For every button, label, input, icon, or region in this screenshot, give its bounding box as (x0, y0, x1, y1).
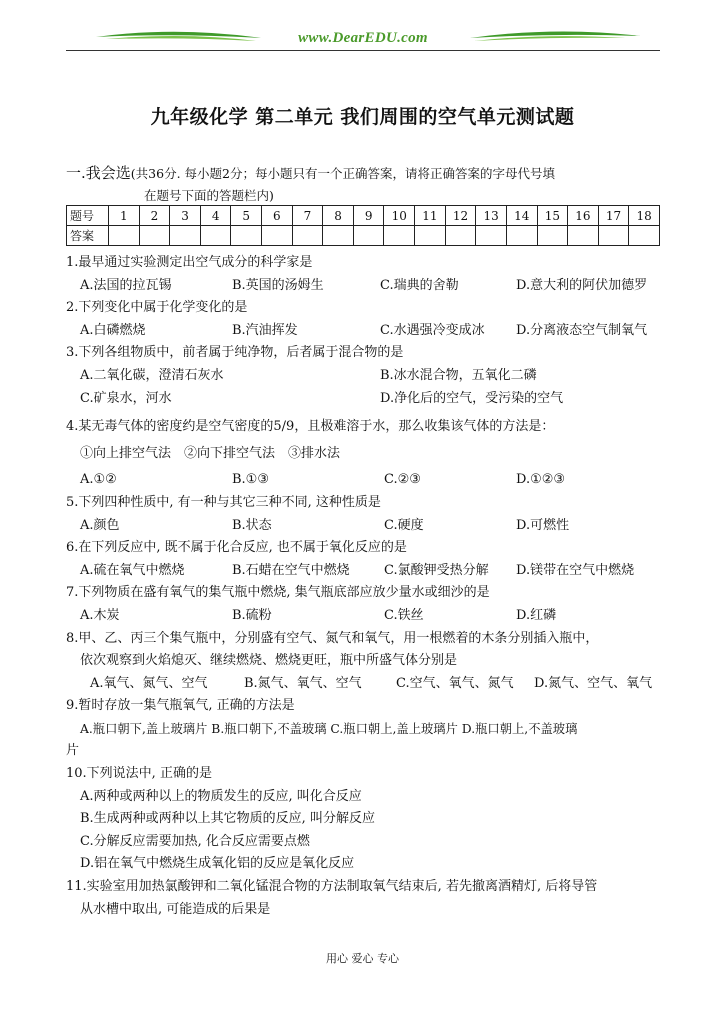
option-row (66, 365, 666, 388)
option-d: D.氮气、空气、氧气 (534, 675, 653, 691)
row-label-answer: 答案 (67, 226, 109, 246)
answer-cell[interactable] (384, 226, 415, 246)
question-number-cell: 7 (292, 206, 323, 226)
option-b: B.生成两种或两种以上其它物质的反应, 叫分解反应 (80, 811, 375, 827)
option-d: D.镁带在空气中燃烧 (516, 562, 635, 578)
answer-cell[interactable] (476, 226, 507, 246)
option-a: A.颜色 (80, 517, 120, 533)
answer-cell[interactable] (323, 226, 354, 246)
question-number-cell: 10 (384, 206, 415, 226)
section-title: 一.我会选 (66, 164, 131, 182)
answer-cell[interactable] (506, 226, 537, 246)
question-number-cell: 5 (231, 206, 262, 226)
question-stem: 6.在下列反应中, 既不属于化合反应, 也不属于氧化反应的是 (66, 540, 407, 556)
question-number-cell: 11 (415, 206, 446, 226)
answer-cell[interactable] (537, 226, 568, 246)
option-row (66, 469, 666, 492)
option-row (66, 560, 666, 583)
answer-cell[interactable] (231, 226, 262, 246)
question-stem-continued: 依次观察到火焰熄灭、继续燃烧、燃烧更旺，瓶中所盛气体分别是 (80, 653, 458, 669)
option-row (66, 718, 666, 741)
option-row (66, 515, 666, 538)
question-stem: 7.下列物质在盛有氧气的集气瓶中燃烧, 集气瓶底部应放少量水或细沙的是 (66, 585, 490, 601)
site-header (66, 24, 660, 54)
option-row (66, 673, 666, 696)
header-rule (66, 50, 660, 51)
option-a: A.白磷燃烧 (80, 322, 146, 338)
option-c: C.硬度 (384, 517, 424, 533)
question-stem: 1.最早通过实验测定出空气成分的科学家是 (66, 255, 313, 270)
option-list: A.瓶口朝下,盖上玻璃片 B.瓶口朝下,不盖玻璃 C.瓶口朝上,盖上玻璃片 D.瓶口朝上,不盖玻璃 (80, 721, 578, 736)
option-d: D.红磷 (516, 607, 557, 623)
option-row (66, 275, 666, 298)
question-number-cell: 14 (506, 206, 537, 226)
answer-cell[interactable] (262, 226, 293, 246)
option-d: D.分离液态空气制氧气 (516, 322, 648, 338)
question-stem: 5.下列四种性质中, 有一种与其它三种不同, 这种性质是 (66, 494, 381, 510)
question-number-cell: 2 (139, 206, 170, 226)
method-list: ①向上排空气法 ②向下排空气法 ③排水法 (80, 445, 341, 461)
option-wrap: 片 (66, 743, 80, 759)
section-note-line1: (共36分. 每小题2分；每小题只有一个正确答案，请将正确答案的字母代号填 (130, 166, 555, 181)
option-d: D.净化后的空气，受污染的空气 (380, 390, 564, 406)
option-b: B.冰水混合物，五氧化二磷 (380, 367, 537, 383)
question-number-cell: 4 (200, 206, 231, 226)
question-number-cell: 18 (629, 206, 660, 226)
question-number-cell: 16 (568, 206, 599, 226)
answer-table (66, 205, 660, 246)
option-a: A.①② (80, 472, 117, 488)
row-label-number: 题号 (67, 206, 109, 226)
option-c: C.氯酸钾受热分解 (384, 562, 489, 578)
option-d: D.①②③ (516, 472, 566, 488)
answer-cell[interactable] (292, 226, 323, 246)
question-number-cell: 17 (598, 206, 629, 226)
option-d: D.铝在氧气中燃烧生成氧化铝的反应是氧化反应 (80, 856, 355, 872)
option-c: C.水遇强冷变成冰 (380, 322, 485, 338)
question-stem: 2.下列变化中属于化学变化的是 (66, 300, 248, 316)
answer-cell[interactable] (200, 226, 231, 246)
option-b: B.氮气、氧气、空气 (244, 675, 362, 691)
question-list (66, 252, 666, 921)
option-d: D.意大利的阿伏加德罗 (516, 277, 648, 293)
question-methods (66, 443, 666, 466)
option-row (66, 605, 666, 628)
question-stem: 9.暂时存放一集气瓶氧气, 正确的方法是 (66, 698, 295, 714)
option-a: A.法国的拉瓦锡 (80, 277, 172, 293)
question-number-cell: 8 (323, 206, 354, 226)
answer-cell[interactable] (629, 226, 660, 246)
option-c: C.矿泉水，河水 (80, 390, 172, 406)
option-c: C.②③ (384, 472, 421, 488)
option-c: C.分解反应需要加热, 化合反应需要点燃 (80, 833, 310, 849)
question-stem: 3.下列各组物质中，前者属于纯净物，后者属于混合物的是 (66, 345, 404, 361)
answer-table-answer-row (67, 226, 660, 246)
question-stem-continued: 从水槽中取出, 可能造成的后果是 (80, 901, 271, 917)
option-b: B.英国的汤姆生 (232, 277, 324, 293)
option-c: C.铁丝 (384, 607, 424, 623)
option-a: A.硫在氧气中燃烧 (80, 562, 185, 578)
question-number-cell: 13 (476, 206, 507, 226)
option-row (66, 320, 666, 343)
question-number-cell: 3 (170, 206, 201, 226)
option-b: B.石蜡在空气中燃烧 (232, 562, 350, 578)
answer-cell[interactable] (598, 226, 629, 246)
option-a: A.二氧化碳，澄清石灰水 (80, 367, 224, 383)
question-stem: 8.甲、乙、丙三个集气瓶中，分别盛有空气、氮气和氧气，用一根燃着的木条分别插入瓶中， (66, 630, 599, 646)
question-number-cell: 1 (109, 206, 140, 226)
answer-cell[interactable] (415, 226, 446, 246)
page-footer: 用心 爱心 专心 (326, 952, 399, 965)
option-a: A.氧气、氮气、空气 (90, 675, 208, 691)
site-url[interactable]: www.DearEDU.com (298, 30, 428, 46)
answer-table-number-row (67, 206, 660, 226)
question-number-cell: 15 (537, 206, 568, 226)
option-c: C.空气、氧气、氮气 (396, 675, 514, 691)
question-number-cell: 12 (445, 206, 476, 226)
option-c: C.瑞典的舍勒 (380, 277, 459, 293)
question-number-cell: 9 (353, 206, 384, 226)
question-stem: 4.某无毒气体的密度约是空气密度的5/9，且极难溶于水，那么收集该气体的方法是： (66, 419, 555, 435)
option-a: A.木炭 (80, 607, 120, 623)
question-stem: 10.下列说法中, 正确的是 (66, 766, 212, 782)
option-row (66, 388, 666, 411)
answer-cell[interactable] (568, 226, 599, 246)
section-heading (66, 162, 666, 207)
page-title: 九年级化学 第二单元 我们周围的空气单元测试题 (150, 106, 575, 128)
option-b: B.状态 (232, 517, 272, 533)
option-b: B.汽油挥发 (232, 322, 298, 338)
option-d: D.可燃性 (516, 517, 570, 533)
answer-cell[interactable] (139, 226, 170, 246)
answer-cell[interactable] (353, 226, 384, 246)
question-number-cell: 6 (262, 206, 293, 226)
option-a: A.两种或两种以上的物质发生的反应, 叫化合反应 (80, 788, 362, 804)
answer-cell[interactable] (109, 226, 140, 246)
answer-cell[interactable] (445, 226, 476, 246)
option-b: B.①③ (232, 472, 269, 488)
question-stem: 11.实验室用加热氯酸钾和二氧化锰混合物的方法制取氧气结束后, 若先撤离酒精灯, 后将导管 (66, 879, 598, 895)
answer-cell[interactable] (170, 226, 201, 246)
option-b: B.硫粉 (232, 607, 272, 623)
section-note-line2: 在题号下面的答题栏内) (144, 188, 274, 203)
